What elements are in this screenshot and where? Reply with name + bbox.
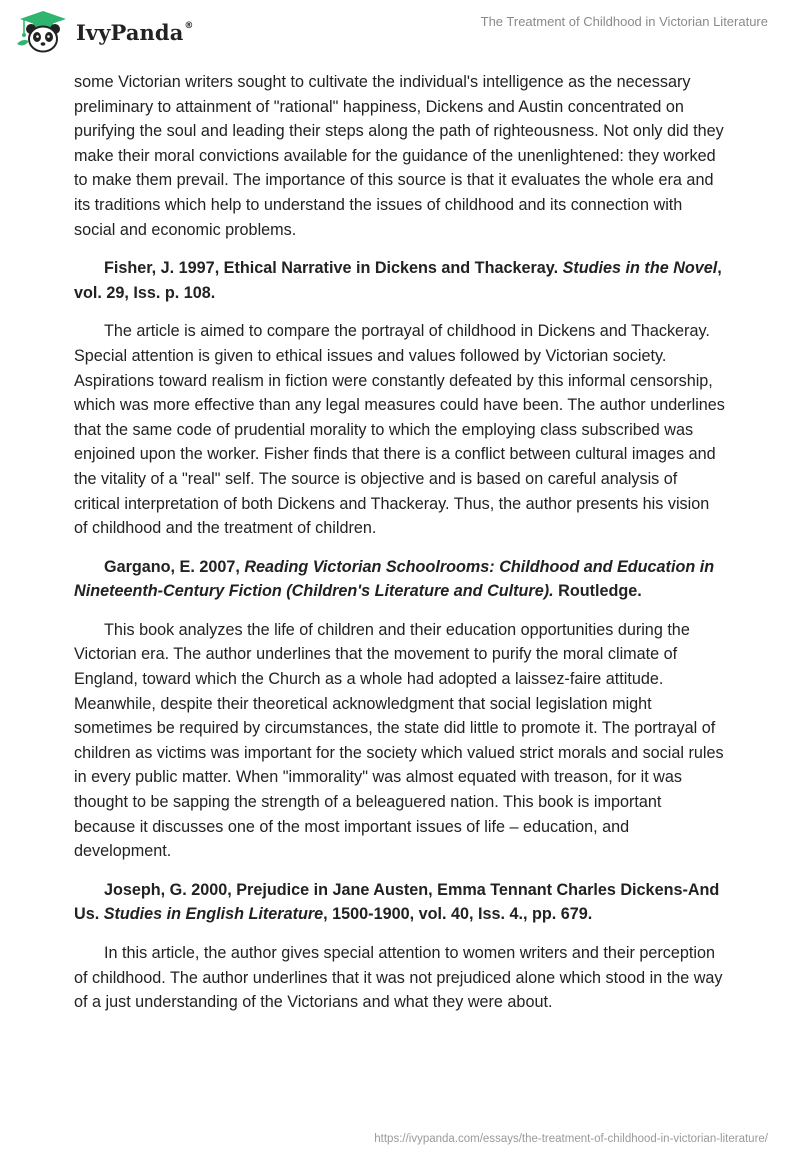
brand-text: IvyPanda	[76, 19, 184, 45]
panda-graduate-icon	[14, 10, 72, 54]
ivypanda-logo[interactable]	[14, 10, 194, 54]
registered-mark: ®	[184, 20, 194, 31]
reference-lead: Fisher, J. 1997, Ethical Narrative in Dickens and Thackeray.	[104, 259, 563, 278]
reference-book-title: Reading Victorian Schoolrooms: Childhood and Education in Nineteenth-Century Fiction (Children's Literature and Culture).	[74, 557, 715, 601]
reference-tail: , 1500-1900, vol. 40, Iss. 4., pp. 679.	[323, 905, 593, 924]
essay-body	[74, 70, 726, 1029]
paragraph-intro: some Victorian writers sought to cultivate the individual's intelligence as the necessary preliminary to attainment of "rational" happiness, Dickens and Austin concentrated on purifying the soul and leading their steps along the path of righteousness. Not only did they make their moral convictions available for the guidance of the unenlightened: they worked to make them prevail. The importance of this source is that it evaluates the whole era and its traditions which help to understand the issues of childhood and its connection with social and economic problems.	[74, 73, 724, 239]
reference-journal-title: Studies in the Novel	[562, 259, 718, 278]
document-title: The Treatment of Childhood in Victorian Literature	[480, 14, 768, 29]
reference-lead: Gargano, E. 2007,	[104, 557, 245, 576]
brand-name	[76, 20, 194, 45]
reference-tail: Routledge.	[553, 582, 642, 601]
paragraph-fisher: The article is aimed to compare the portrayal of childhood in Dickens and Thackeray. Special attention is given to ethical issues and values followed by Victorian society. Aspirations toward realism in fiction were constantly defeated by this informal censorship, which was more effective than any legal measures could have been. The author underlines that the same code of prudential morality to which the employing class subscribed was enjoined upon the worker. Fisher finds that there is a conflict between cultural images and the vitality of a "real" self. The source is objective and is based on careful analysis of critical interpretation of both Dickens and Thackeray. Thus, the author presents his vision of childhood and the treatment of children.	[74, 322, 725, 538]
page-header	[0, 0, 800, 64]
reference-joseph	[74, 878, 726, 927]
reference-lead: Joseph, G. 2000, Prejudice in Jane Austen, Emma Tennant Charles Dickens-And Us.	[74, 880, 720, 924]
reference-fisher	[74, 256, 726, 305]
reference-gargano	[74, 555, 726, 604]
reference-journal-title: Studies in English Literature	[103, 905, 324, 924]
paragraph-joseph: In this article, the author gives special attention to women writers and their perception of childhood. The author underlines that it was not prejudiced alone which stood in the way of a just understanding of the Victorians and what they were about.	[74, 944, 723, 1012]
source-url[interactable]: https://ivypanda.com/essays/the-treatment-of-childhood-in-victorian-literature/	[374, 1133, 768, 1145]
reference-tail: , vol. 29, Iss. p. 108.	[74, 259, 722, 302]
paragraph-gargano: This book analyzes the life of children and their education opportunities during the Victorian era. The author underlines that the movement to purify the moral climate of England, toward which the Church as a whole had adopted a laissez-faire attitude. Meanwhile, despite their theoretical acknowledgment that social legislation might sometimes be required by circumstances, the state did little to promote it. The portrayal of children as victims was important for the society which valued strict morals and social rules in every public matter. When "immorality" was almost equated with treason, for it was thought to be sapping the strength of a beleaguered nation. This book is important because it discusses one of the most important issues of life – education, and development.	[74, 620, 724, 861]
